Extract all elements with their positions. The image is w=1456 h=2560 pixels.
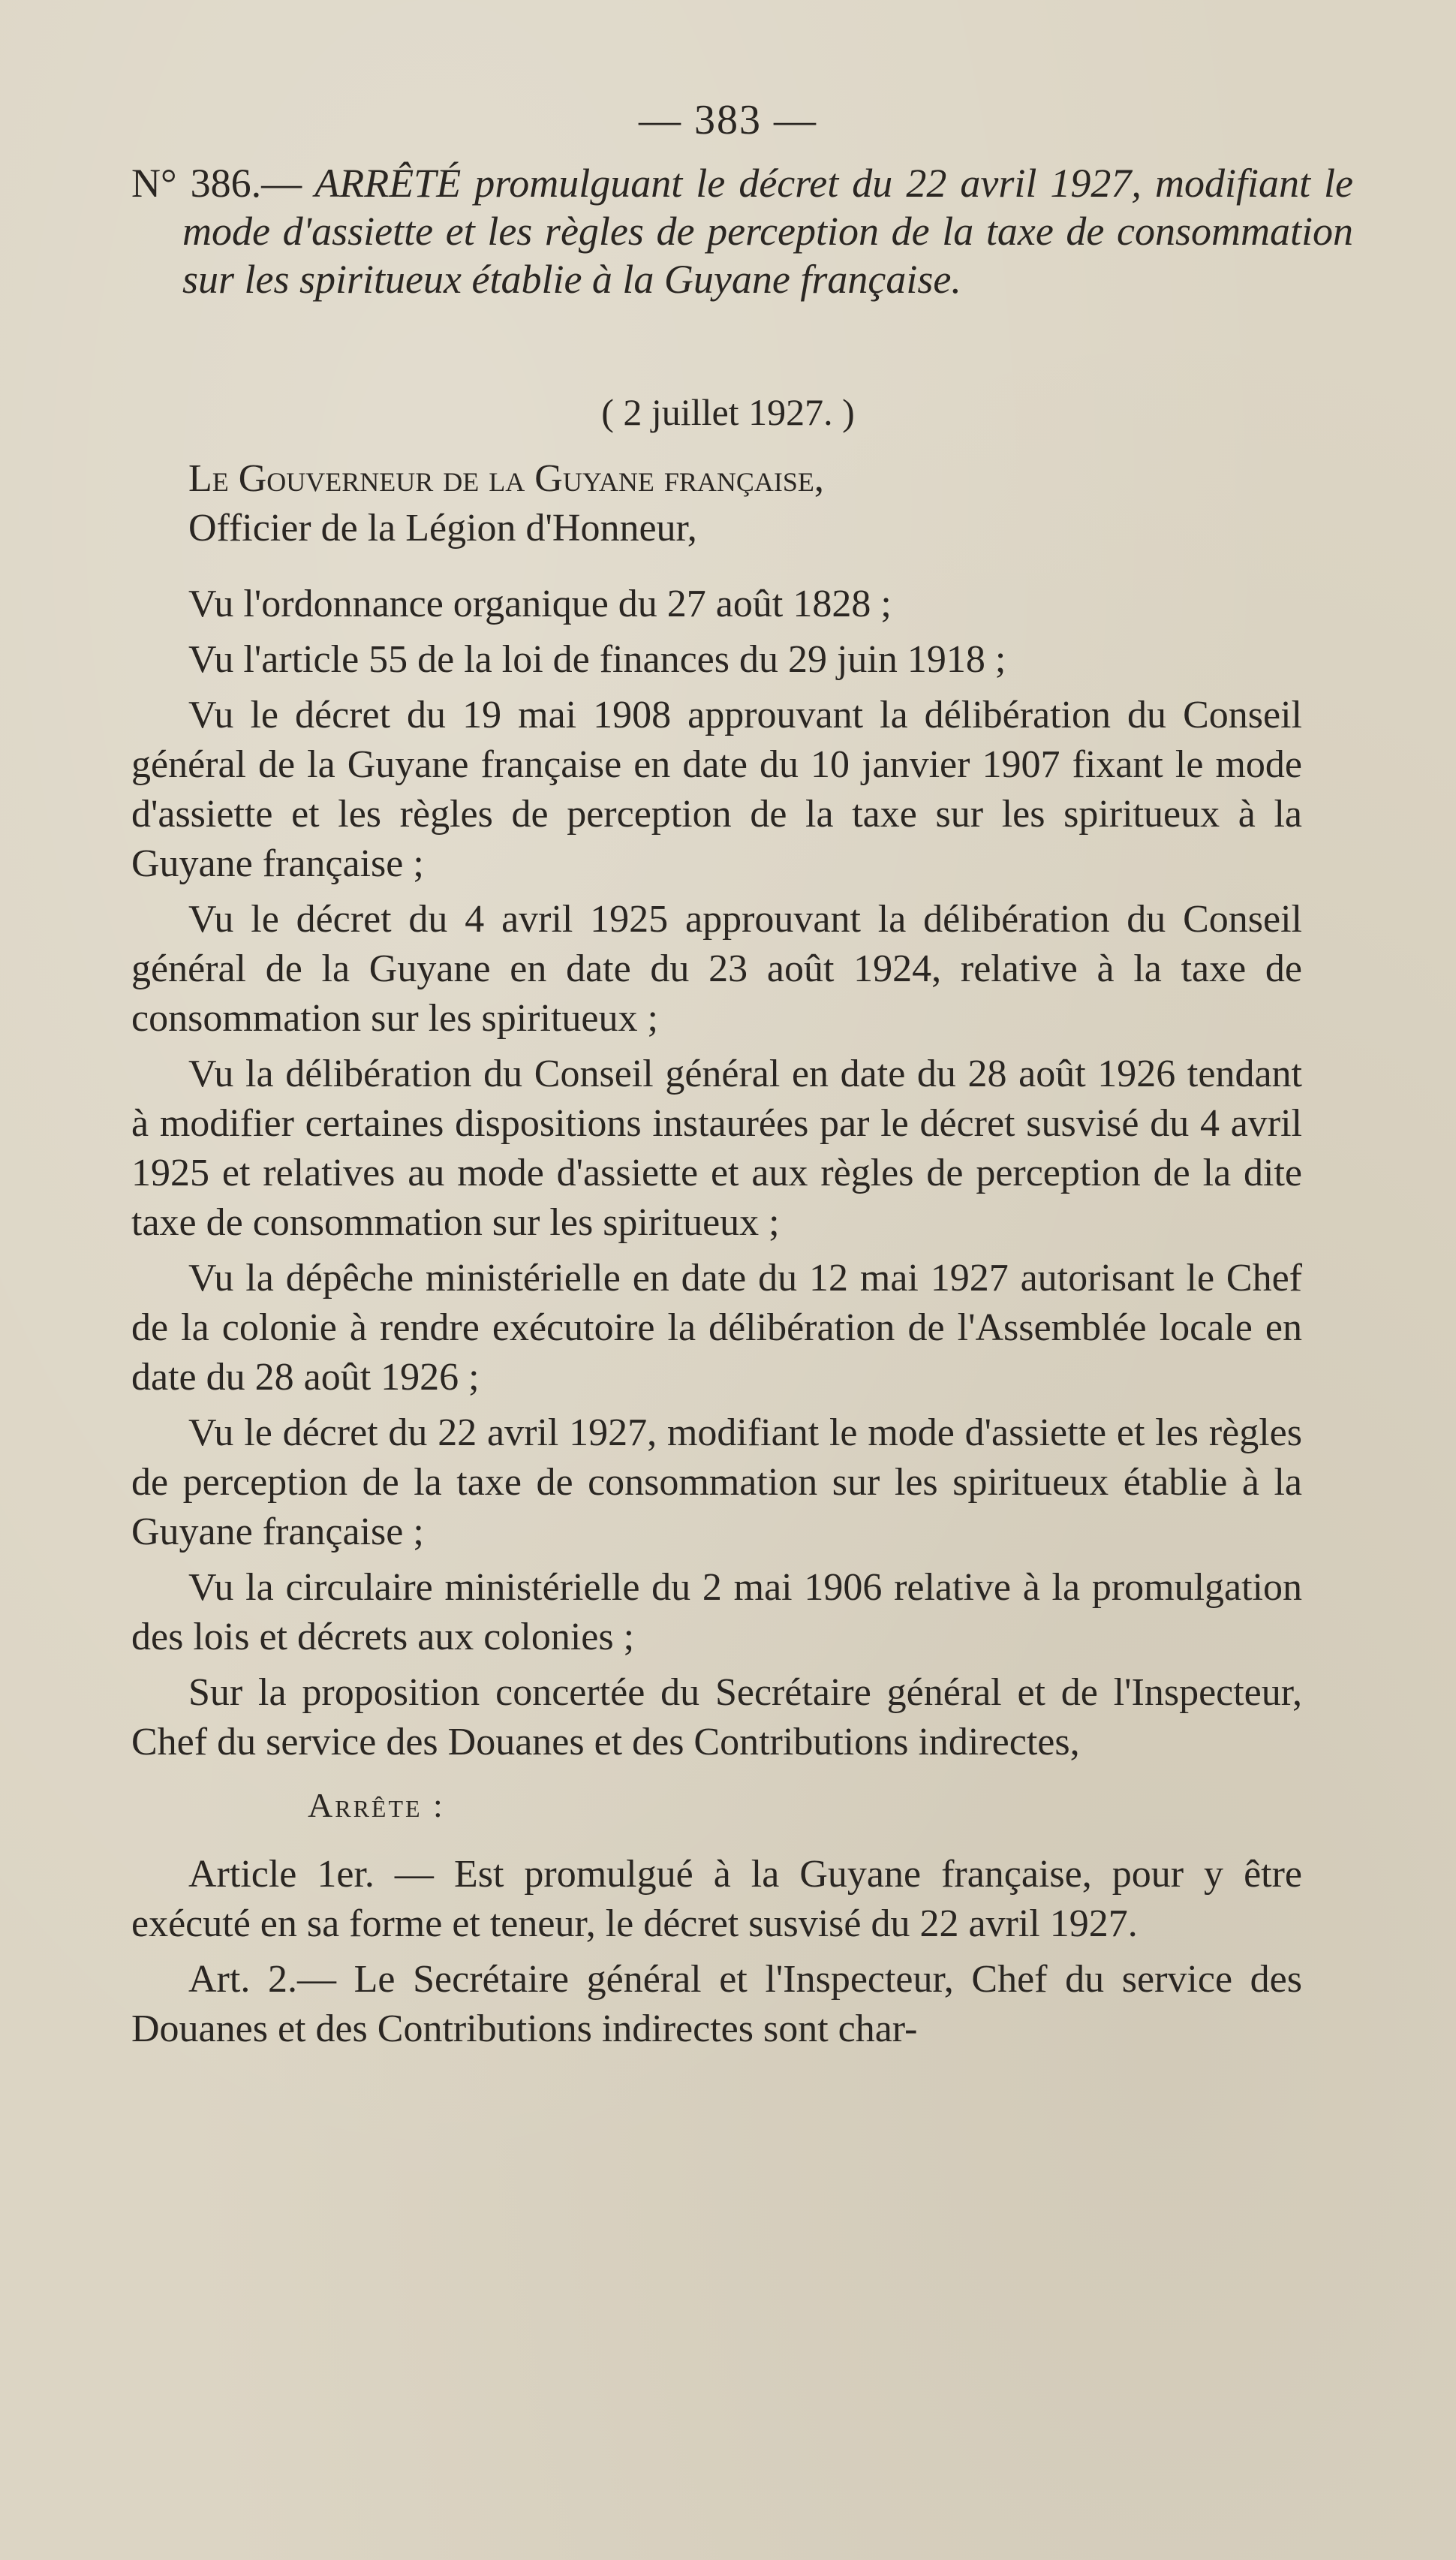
article-paragraph: Art. 2.— Le Secrétaire général et l'Inspecteur, Chef du service des Douanes et des Contributions indirectes sont char- <box>131 1958 1302 2050</box>
arrete-label: Arrête : <box>308 1786 445 1824</box>
recital-paragraph: Vu le décret du 19 mai 1908 approuvant la délibération du Conseil général de la Guyane française en date du 10 janvier 1907 fixant le mode d'assiette et les règles de perception de la taxe sur les spiritueux à la Guyane française ; <box>131 694 1302 885</box>
decree-heading <box>131 159 1353 303</box>
recital-paragraph: Vu la délibération du Conseil général en date du 28 août 1926 tendant à modifier certaines dispositions instaurées par le décret susvisé du 4 avril 1925 et relatives au mode d'assiette et aux règles de perception de la dite taxe de consommation sur les spiritueux ; <box>131 1053 1302 1244</box>
decree-title: ARRÊTÉ promulguant le décret du 22 avril 1927, modifiant le mode d'assiette et les règles de perception de la taxe de consommation sur les spiritueux établie à la Guyane française. <box>182 161 1354 302</box>
recital-paragraph: Vu le décret du 4 avril 1925 approuvant la délibération du Conseil général de la Guyane en date du 23 août 1924, relative à la taxe de consommation sur les spiritueux ; <box>131 898 1302 1040</box>
governor-block <box>131 454 1359 553</box>
governor-title: Le Gouverneur de la Guyane française, <box>188 457 824 500</box>
recital-paragraph: Vu l'ordonnance organique du 27 août 1828 ; <box>188 583 892 625</box>
governor-honor: Officier de la Légion d'Honneur, <box>188 507 697 550</box>
decree-number: N° 386.— <box>131 161 302 206</box>
recital-paragraph: Vu la circulaire ministérielle du 2 mai 1906 relative à la promulgation des lois et décrets aux colonies ; <box>131 1566 1302 1658</box>
decree-body <box>131 580 1302 2060</box>
recital-paragraph: Vu l'article 55 de la loi de finances du 29 juin 1918 ; <box>188 638 1006 681</box>
recital-paragraph: Vu la dépêche ministérielle en date du 12 mai 1927 autorisant le Chef de la colonie à rendre exécutoire la délibération de l'Assemblée locale en date du 28 août 1926 ; <box>131 1257 1302 1399</box>
recital-paragraph: Vu le décret du 22 avril 1927, modifiant le mode d'assiette et les règles de perception de la taxe de consommation sur les spiritueux établie à la Guyane française ; <box>131 1411 1302 1553</box>
recital-paragraph: Sur la proposition concertée du Secrétaire général et de l'Inspecteur, Chef du service des Douanes et des Contributions indirectes, <box>131 1671 1302 1763</box>
page-number: — 383 — <box>639 97 817 143</box>
article-paragraph: Article 1er. — Est promulgué à la Guyane française, pour y être exécuté en sa forme et teneur, le décret susvisé du 22 avril 1927. <box>131 1853 1302 1945</box>
decree-date: ( 2 juillet 1927. ) <box>601 391 855 433</box>
